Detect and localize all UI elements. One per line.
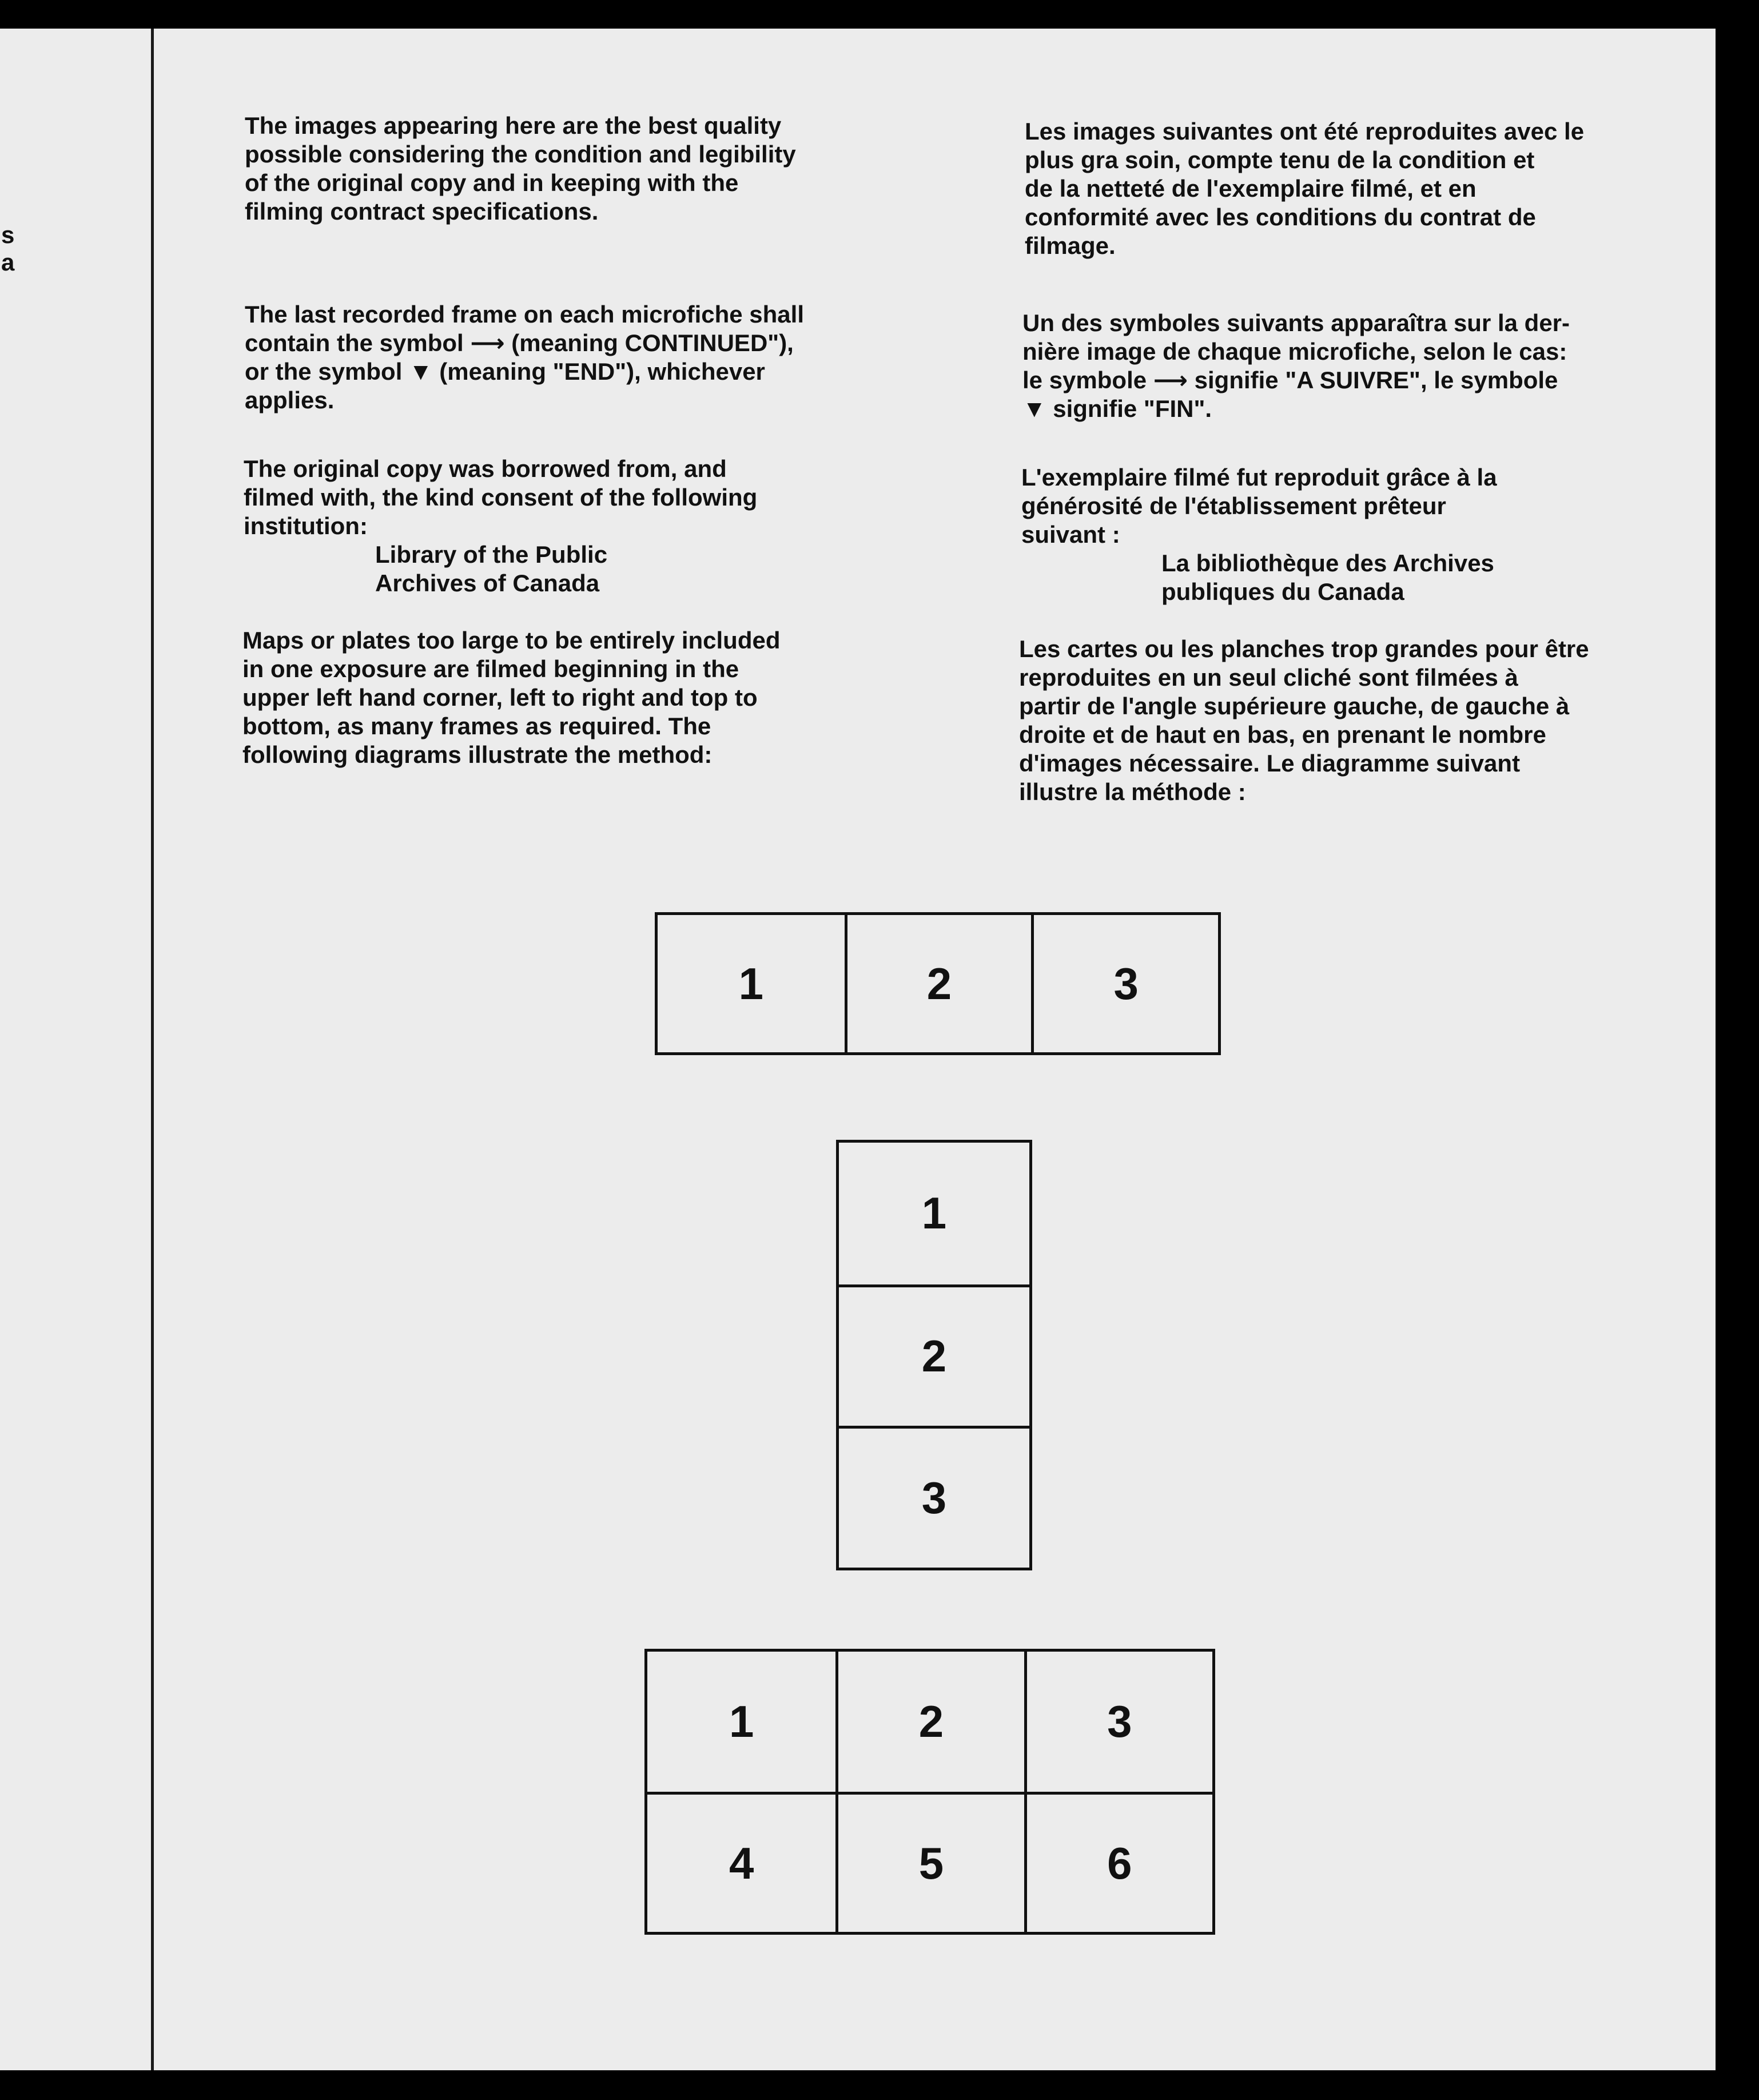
english-maps-paragraph	[242, 626, 781, 769]
english-quality-paragraph	[245, 112, 796, 226]
text-line: upper left hand corner, left to right and top to	[242, 684, 758, 711]
frame-cell: 2	[839, 1284, 1029, 1426]
institution-name: La bibliothèque des Archives	[1161, 550, 1494, 576]
french-symbol-paragraph	[1022, 309, 1570, 423]
text-line: The last recorded frame on each microfiche shall	[245, 301, 804, 328]
text-line: following diagrams illustrate the method:	[242, 741, 713, 768]
text-line: illustre la méthode :	[1019, 778, 1246, 805]
text-line: reproduites en un seul cliché sont filmées à	[1019, 664, 1518, 691]
text-line: Un des symboles suivants apparaîtra sur la der-	[1022, 309, 1570, 336]
text-line: applies.	[245, 387, 335, 413]
frame-cell: 1	[921, 1188, 947, 1239]
edge-char: a	[1, 249, 15, 276]
text-line: of the original copy and in keeping with the	[245, 169, 739, 196]
text-line: de la netteté de l'exemplaire filmé, et en	[1025, 175, 1477, 202]
text-line: L'exemplaire filmé fut reproduit grâce à la	[1021, 464, 1497, 491]
frame-cell: 3	[1024, 1652, 1212, 1792]
institution-name: publiques du Canada	[1161, 578, 1404, 605]
text-line: conformité avec les conditions du contrat de	[1025, 204, 1536, 230]
edge-char: s	[1, 221, 15, 248]
text-line: contain the symbol ⟶ (meaning CONTINUED"),	[245, 329, 794, 356]
text-line: d'images nécessaire. Le diagramme suivant	[1019, 750, 1521, 777]
institution-name: Archives of Canada	[375, 570, 600, 596]
text-line: filmage.	[1025, 232, 1116, 259]
text-line: in one exposure are filmed beginning in the	[242, 655, 739, 682]
text-line: institution:	[244, 512, 368, 539]
frame-cell: 3	[839, 1426, 1029, 1568]
text-line: nière image de chaque microfiche, selon le cas:	[1022, 338, 1567, 365]
text-line: droite et de haut en bas, en prenant le nombre	[1019, 721, 1546, 748]
text-line: or the symbol ▼ (meaning "END"), whichever	[245, 358, 765, 385]
text-line: filming contract specifications.	[245, 198, 599, 225]
text-line: plus gra soin, compte tenu de la condition et	[1025, 146, 1535, 173]
french-institution-paragraph	[1021, 463, 1497, 606]
frame-cell: 1	[738, 958, 764, 1009]
frame-cell: 5	[835, 1792, 1024, 1932]
french-quality-paragraph	[1025, 117, 1584, 260]
microfiche-page	[0, 29, 1716, 2070]
english-symbol-paragraph	[245, 300, 804, 415]
text-line: partir de l'angle supérieure gauche, de gauche à	[1019, 693, 1570, 719]
text-line: The images appearing here are the best quality	[245, 112, 782, 139]
text-line: Maps or plates too large to be entirely included	[242, 627, 781, 654]
frame-cell: 4	[647, 1792, 835, 1932]
text-line: bottom, as many frames as required. The	[242, 713, 711, 739]
frame-cell: 2	[845, 915, 1032, 1052]
frame-cell: 2	[835, 1652, 1024, 1792]
text-line: The original copy was borrowed from, and	[244, 455, 727, 482]
english-institution-paragraph	[244, 455, 757, 598]
text-line: le symbole ⟶ signifie "A SUIVRE", le symbole	[1022, 367, 1558, 393]
frame-cell: 3	[1031, 915, 1218, 1052]
previous-page-edge	[0, 29, 154, 2070]
text-line: ▼ signifie "FIN".	[1022, 395, 1212, 422]
horizontal-frames-diagram	[655, 912, 1221, 1055]
grid-frames-diagram	[644, 1649, 1215, 1935]
frame-cell: 6	[1024, 1792, 1212, 1932]
frame-cell: 1	[729, 1696, 754, 1747]
text-line: Les images suivantes ont été reproduites avec le	[1025, 118, 1585, 145]
french-maps-paragraph	[1019, 635, 1589, 806]
text-line: possible considering the condition and legibility	[245, 141, 796, 168]
text-line: filmed with, the kind consent of the following	[244, 484, 758, 511]
text-line: suivant :	[1021, 521, 1120, 548]
text-line: Les cartes ou les planches trop grandes pour être	[1019, 635, 1589, 662]
text-line: générosité de l'établissement prêteur	[1021, 492, 1446, 519]
vertical-frames-diagram	[836, 1140, 1032, 1570]
institution-name: Library of the Public	[375, 541, 608, 568]
